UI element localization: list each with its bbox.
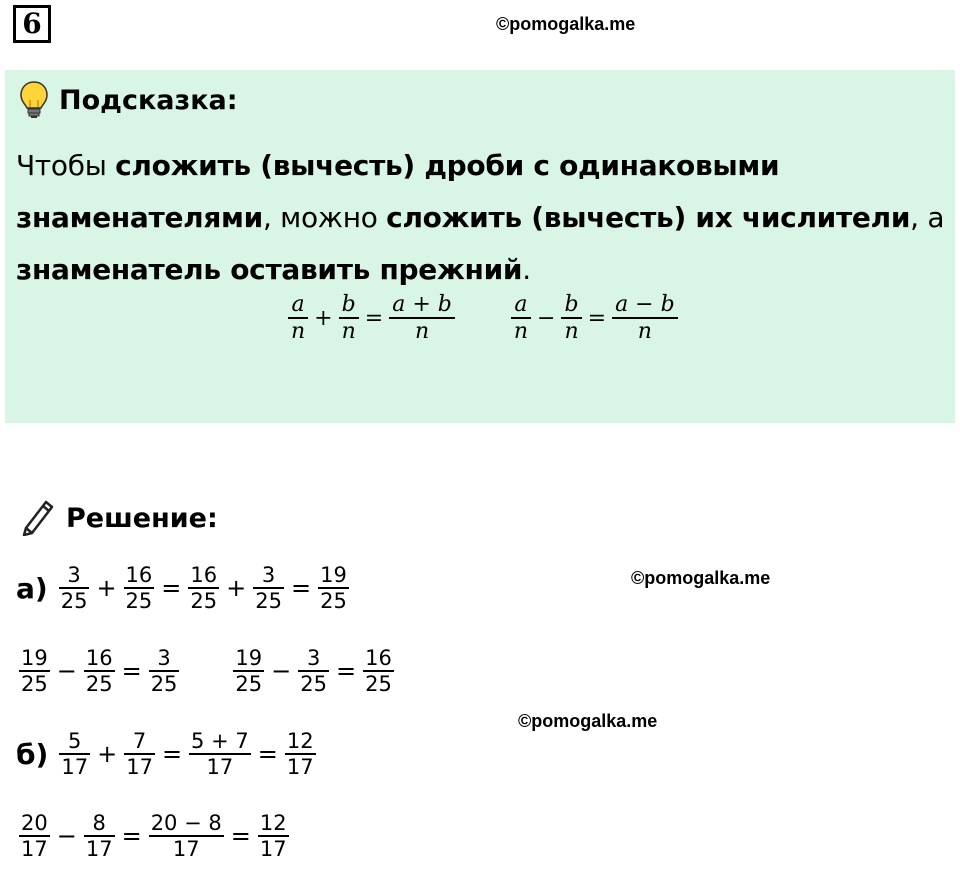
hint-text-part: Чтобы	[16, 149, 116, 182]
fraction	[124, 729, 155, 779]
numerator: 20	[21, 811, 48, 835]
denominator: 25	[125, 589, 153, 614]
numerator: 20 − 8	[150, 811, 222, 835]
watermark: ©pomogalka.me	[631, 568, 771, 588]
denominator: 25	[85, 672, 113, 697]
denominator: n	[513, 319, 529, 345]
equals-sign: =	[121, 822, 142, 851]
numerator: 12	[286, 729, 314, 753]
denominator: 17	[172, 837, 200, 862]
watermark: ©pomogalka.me	[496, 14, 636, 34]
denominator: 17	[206, 755, 234, 780]
solution-b-line-1	[16, 729, 319, 779]
fraction	[189, 729, 251, 779]
equals-sign: =	[336, 657, 357, 686]
numerator: 16	[190, 563, 218, 587]
denominator: 17	[21, 837, 48, 862]
formula-addition	[285, 292, 458, 345]
plus-sign: +	[314, 305, 333, 331]
minus-sign: −	[537, 305, 556, 331]
fraction	[19, 646, 50, 696]
equals-sign: =	[121, 657, 142, 686]
hint-title: Подсказка:	[59, 84, 238, 116]
plus-sign: +	[226, 574, 247, 603]
numerator: 16	[85, 646, 113, 670]
hint-header	[19, 80, 238, 120]
denominator: n	[637, 319, 652, 345]
lightbulb-icon	[19, 80, 49, 120]
hint-text-part: .	[522, 253, 531, 286]
denominator: n	[414, 319, 430, 345]
solution-header	[18, 496, 218, 541]
formula-subtraction	[508, 292, 681, 345]
equals-sign: =	[587, 305, 607, 331]
numerator: 3	[67, 563, 81, 587]
numerator: 19	[21, 646, 48, 670]
fraction	[285, 729, 316, 779]
denominator: 17	[126, 755, 153, 780]
fraction	[561, 292, 581, 345]
fraction	[339, 292, 359, 345]
numerator: 3	[306, 646, 321, 670]
numerator: 5	[68, 729, 82, 753]
numerator: 16	[125, 563, 153, 587]
numerator: a	[291, 292, 305, 317]
hint-text-part: , можно	[262, 201, 387, 234]
numerator: 19	[320, 563, 347, 587]
denominator: 25	[21, 672, 48, 697]
denominator: n	[341, 319, 356, 345]
numerator: 5 + 7	[191, 729, 249, 753]
numerator: 12	[259, 811, 287, 835]
denominator: 25	[150, 672, 178, 697]
equals-sign: =	[230, 822, 251, 851]
denominator: n	[291, 319, 306, 345]
numerator: 16	[365, 646, 392, 670]
numerator: b	[564, 292, 579, 317]
fraction	[612, 292, 678, 345]
equals-sign: =	[257, 740, 278, 769]
equals-sign: =	[161, 574, 182, 603]
task-number: 6	[13, 5, 51, 43]
fraction	[288, 292, 308, 345]
plus-sign: +	[97, 740, 118, 769]
watermark: ©pomogalka.me	[518, 711, 658, 731]
minus-sign: −	[56, 657, 77, 686]
denominator: n	[564, 319, 579, 345]
numerator: 7	[132, 729, 147, 753]
hint-box	[5, 70, 955, 423]
denominator: 25	[190, 589, 218, 614]
denominator: 17	[85, 837, 113, 862]
denominator: 25	[60, 589, 88, 614]
equals-sign: =	[364, 305, 384, 331]
denominator: 25	[320, 589, 347, 614]
solution-title: Решение:	[66, 503, 218, 534]
fraction	[84, 811, 115, 861]
numerator: 3	[157, 646, 171, 670]
numerator: a	[514, 292, 528, 317]
fraction	[253, 563, 284, 613]
denominator: 25	[255, 589, 282, 614]
denominator: 25	[365, 672, 392, 697]
fraction	[389, 292, 455, 345]
numerator: a + b	[392, 292, 452, 317]
fraction	[188, 563, 219, 613]
solution-b-line-2	[16, 811, 292, 861]
fraction	[149, 811, 224, 861]
fraction	[511, 292, 531, 345]
solution-a-line-2	[16, 646, 397, 696]
fraction	[233, 646, 264, 696]
denominator: 17	[286, 755, 314, 780]
solution-a-line-1	[16, 563, 352, 613]
fraction	[363, 646, 394, 696]
numerator: 19	[235, 646, 263, 670]
equals-sign: =	[290, 574, 312, 603]
denominator: 25	[235, 672, 263, 697]
numerator: b	[341, 292, 356, 317]
pencil-icon	[18, 496, 58, 541]
minus-sign: −	[271, 657, 292, 686]
hint-text-bold: сложить (вычесть) дроби с одинаковыми знаменателями	[16, 149, 780, 234]
fraction	[124, 563, 155, 613]
part-a-label: а)	[16, 571, 48, 605]
fraction	[19, 811, 50, 861]
denominator: 17	[259, 837, 287, 862]
fraction	[149, 646, 180, 696]
numerator: 8	[92, 811, 106, 835]
fraction	[59, 729, 90, 779]
hint-formulas	[285, 292, 681, 345]
numerator: a − b	[615, 292, 675, 317]
hint-text-bold: знаменатель оставить прежний	[16, 253, 523, 286]
fraction	[318, 563, 349, 613]
minus-sign: −	[56, 822, 77, 851]
hint-text-part: , а	[910, 201, 945, 234]
part-b-label: б)	[16, 737, 49, 771]
denominator: 25	[300, 672, 327, 697]
fraction	[84, 646, 115, 696]
hint-text-bold: сложить (вычесть) их числители	[386, 201, 911, 234]
fraction	[298, 646, 329, 696]
plus-sign: +	[96, 574, 117, 603]
equals-sign: =	[161, 740, 183, 769]
numerator: 3	[261, 563, 276, 587]
hint-text	[16, 140, 946, 296]
denominator: 17	[61, 755, 89, 780]
fraction	[59, 563, 90, 613]
fraction	[258, 811, 289, 861]
